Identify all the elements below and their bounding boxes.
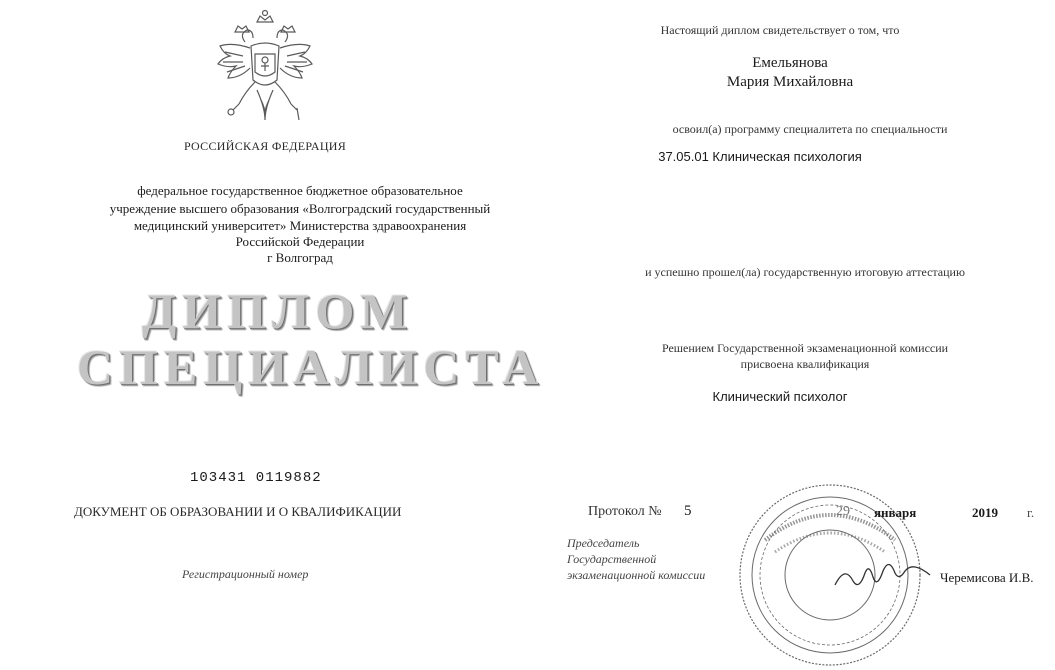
attestation-text: и успешно прошел(ла) государственную итоговую аттестацию	[645, 265, 965, 279]
country-name: РОССИЙСКАЯ ФЕДЕРАЦИЯ	[183, 139, 347, 153]
issuer-line-2: учреждение высшего образования «Волгоградский государственный	[109, 201, 491, 216]
commission-line-2: присвоена квалификация	[740, 357, 870, 371]
coat-of-arms-icon	[205, 8, 325, 133]
registration-label: Регистрационный номер	[182, 567, 309, 581]
diploma-title-line-2: СПЕЦИАЛИСТА	[77, 339, 545, 395]
graduate-given-names: Мария Михайловна	[726, 74, 854, 90]
protocol-number: 5	[684, 503, 692, 519]
graduate-surname: Емельянова	[752, 55, 828, 71]
issuer-line-1: федеральное государственное бюджетное образовательное	[137, 183, 463, 198]
chairman-name: Черемисова И.В.	[940, 570, 1034, 585]
document-type: ДОКУМЕНТ ОБ ОБРАЗОВАНИИ И О КВАЛИФИКАЦИИ	[74, 504, 402, 519]
protocol-year: 2019	[972, 505, 998, 520]
issuer-line-5: г Волгоград	[267, 250, 333, 265]
chairman-line-3: экзаменационной комиссии	[567, 568, 706, 582]
protocol-month: января	[874, 505, 917, 520]
commission-line-1: Решением Государственной экзаменационной комиссии	[661, 341, 949, 355]
signature-icon	[830, 560, 940, 590]
specialty: 37.05.01 Клиническая психология	[658, 149, 862, 164]
intro-text: Настоящий диплом свидетельствует о том, что	[660, 23, 900, 37]
protocol-day: 29	[836, 504, 850, 519]
chairman-line-2: Государственной	[567, 552, 657, 566]
chairman-line-1: Председатель	[567, 536, 640, 550]
issuer-line-3: медицинский университет» Министерства здравоохранения	[133, 218, 467, 233]
qualification: Клинический психолог	[712, 389, 848, 404]
serial-number: 103431 0119882	[190, 470, 322, 486]
protocol-label: Протокол №	[588, 504, 662, 519]
program-text: освоил(а) программу специалитета по специальности	[672, 122, 948, 136]
year-suffix: г.	[1027, 505, 1035, 520]
issuer-line-4: Российской Федерации	[235, 234, 365, 249]
diploma-title-line-1: ДИПЛОМ	[142, 283, 414, 339]
